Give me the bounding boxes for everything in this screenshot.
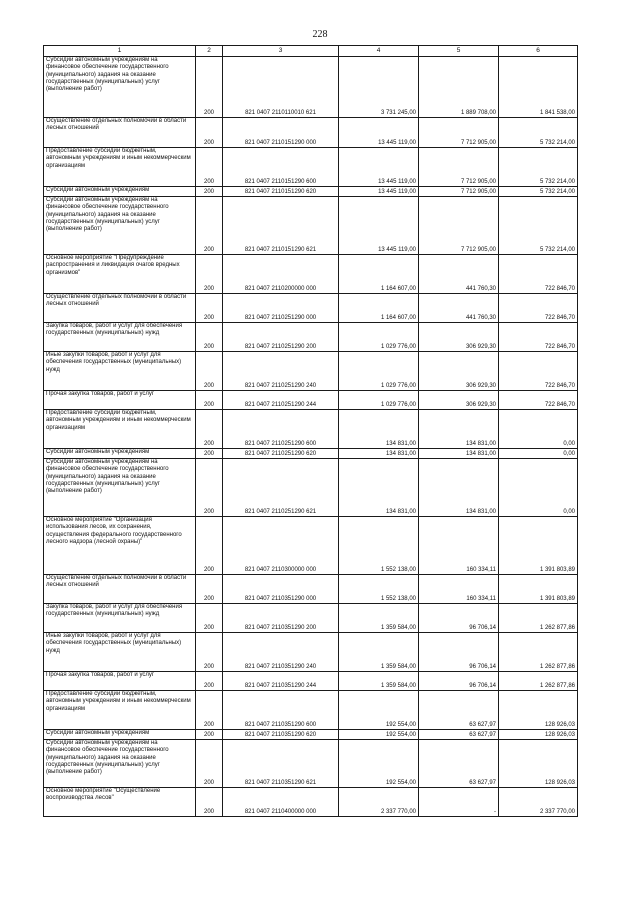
row-code: 821 0407 2110351290 621 xyxy=(223,740,339,788)
row-value-col5: 96 706,14 xyxy=(419,672,499,691)
row-group: 200 xyxy=(196,391,223,410)
row-value-col6: 1 262 877,86 xyxy=(499,633,578,672)
row-value-col4: 1 029 776,00 xyxy=(339,352,419,391)
row-value-col6: 5 732 214,00 xyxy=(499,118,578,148)
row-group: 200 xyxy=(196,691,223,730)
header-row xyxy=(44,46,578,57)
row-value-col4: 3 731 245,00 xyxy=(339,57,419,118)
row-value-col5: 96 706,14 xyxy=(419,604,499,633)
row-name: Субсидии автономным учреждениям на финансовое обеспечение государственного (муниципального) задания на оказание государственных (муниципальных) услуг (выполнение работ) xyxy=(44,57,196,118)
budget-table xyxy=(43,45,578,817)
row-value-col6: 128 926,03 xyxy=(499,730,578,740)
row-group: 200 xyxy=(196,449,223,459)
row-value-col4: 13 445 119,00 xyxy=(339,118,419,148)
row-value-col6: 0,00 xyxy=(499,459,578,517)
row-name: Субсидии автономным учреждениям xyxy=(44,730,196,740)
row-value-col5: 96 706,14 xyxy=(419,633,499,672)
row-value-col6: 722 846,70 xyxy=(499,352,578,391)
row-value-col5: 7 712 905,00 xyxy=(419,197,499,255)
row-code: 821 0407 2110251290 200 xyxy=(223,323,339,352)
row-code: 821 0407 2110300000 000 xyxy=(223,517,339,575)
row-value-col4: 1 164 607,00 xyxy=(339,255,419,294)
row-value-col5: 160 334,11 xyxy=(419,517,499,575)
row-value-col6: 1 391 803,89 xyxy=(499,517,578,575)
row-name: Основное мероприятие "Предупреждение распространения и ликвидация очагов вредных организмов" xyxy=(44,255,196,294)
row-code: 821 0407 2110351290 200 xyxy=(223,604,339,633)
row-group: 200 xyxy=(196,197,223,255)
row-value-col6: 722 846,70 xyxy=(499,294,578,323)
table-row xyxy=(44,730,578,740)
row-value-col5: 7 712 905,00 xyxy=(419,148,499,187)
row-group: 200 xyxy=(196,352,223,391)
row-name: Осуществление отдельных полномочий в области лесных отношений xyxy=(44,294,196,323)
row-code: 821 0407 2110251290 240 xyxy=(223,352,339,391)
row-name: Прочая закупка товаров, работ и услуг xyxy=(44,391,196,410)
table-row xyxy=(44,633,578,672)
row-name: Субсидии автономным учреждениям на финансовое обеспечение государственного (муниципального) задания на оказание государственных (муниципальных) услуг (выполнение работ) xyxy=(44,740,196,788)
page-number: 228 xyxy=(312,29,328,40)
row-value-col4: 2 337 770,00 xyxy=(339,788,419,817)
row-group: 200 xyxy=(196,740,223,788)
row-group: 200 xyxy=(196,730,223,740)
column-header: 1 xyxy=(44,46,196,57)
row-code: 821 0407 2110251290 600 xyxy=(223,410,339,449)
row-value-col4: 134 831,00 xyxy=(339,459,419,517)
row-code: 821 0407 2110351290 244 xyxy=(223,672,339,691)
table-row xyxy=(44,788,578,817)
row-group: 200 xyxy=(196,672,223,691)
row-group: 200 xyxy=(196,118,223,148)
row-value-col4: 192 554,00 xyxy=(339,740,419,788)
row-code: 821 0407 2110151290 620 xyxy=(223,187,339,197)
row-name: Субсидии автономным учреждениям на финансовое обеспечение государственного (муниципального) задания на оказание государственных (муниципальных) услуг (выполнение работ) xyxy=(44,459,196,517)
row-value-col4: 13 445 119,00 xyxy=(339,187,419,197)
row-name: Закупка товаров, работ и услуг для обеспечения государственных (муниципальных) нужд xyxy=(44,604,196,633)
column-header: 5 xyxy=(419,46,499,57)
row-value-col4: 134 831,00 xyxy=(339,410,419,449)
row-name: Иные закупки товаров, работ и услуг для обеспечения государственных (муниципальных) нужд xyxy=(44,633,196,672)
row-value-col6: 5 732 214,00 xyxy=(499,148,578,187)
row-value-col6: 128 926,03 xyxy=(499,691,578,730)
row-group: 200 xyxy=(196,255,223,294)
row-code: 821 0407 2110200000 000 xyxy=(223,255,339,294)
row-value-col6: 2 337 770,00 xyxy=(499,788,578,817)
row-code: 821 0407 2110351290 600 xyxy=(223,691,339,730)
row-name: Предоставление субсидий бюджетным, автономным учреждениям и иным некоммерческим организациям xyxy=(44,410,196,449)
row-value-col5: 134 831,00 xyxy=(419,459,499,517)
row-value-col6: 0,00 xyxy=(499,410,578,449)
row-name: Прочая закупка товаров, работ и услуг xyxy=(44,672,196,691)
row-name: Осуществление отдельных полномочий в области лесных отношений xyxy=(44,118,196,148)
table-row xyxy=(44,410,578,449)
row-name: Субсидии автономным учреждениям xyxy=(44,449,196,459)
row-group: 200 xyxy=(196,187,223,197)
row-code: 821 0407 2110251290 000 xyxy=(223,294,339,323)
table-row xyxy=(44,391,578,410)
row-value-col4: 13 445 119,00 xyxy=(339,148,419,187)
row-value-col4: 1 029 776,00 xyxy=(339,391,419,410)
row-name: Осуществление отдельных полномочий в области лесных отношений xyxy=(44,575,196,604)
row-value-col5: 134 831,00 xyxy=(419,410,499,449)
table-row xyxy=(44,118,578,148)
row-code: 821 0407 2110110010 621 xyxy=(223,57,339,118)
row-value-col4: 192 554,00 xyxy=(339,691,419,730)
row-value-col5: 134 831,00 xyxy=(419,449,499,459)
row-value-col4: 1 359 584,00 xyxy=(339,633,419,672)
row-value-col5: 63 627,97 xyxy=(419,691,499,730)
row-name: Основное мероприятие "Осуществление воспроизводства лесов" xyxy=(44,788,196,817)
row-name: Основное мероприятие "Организация использования лесов, их сохранения, осуществления федерального государственного лесного надзора (лесной охраны)" xyxy=(44,517,196,575)
row-group: 200 xyxy=(196,575,223,604)
row-name: Субсидии автономным учреждениям xyxy=(44,187,196,197)
row-value-col5: 7 712 905,00 xyxy=(419,118,499,148)
table-row xyxy=(44,449,578,459)
table-row xyxy=(44,352,578,391)
table-row xyxy=(44,672,578,691)
column-header: 3 xyxy=(223,46,339,57)
table-row xyxy=(44,740,578,788)
table-row xyxy=(44,57,578,118)
table-row xyxy=(44,604,578,633)
table-row xyxy=(44,148,578,187)
row-name: Закупка товаров, работ и услуг для обеспечения государственных (муниципальных) нужд xyxy=(44,323,196,352)
table-row xyxy=(44,197,578,255)
row-group: 200 xyxy=(196,604,223,633)
row-code: 821 0407 2110351290 240 xyxy=(223,633,339,672)
row-value-col6: 1 841 538,00 xyxy=(499,57,578,118)
row-value-col5: 1 889 708,00 xyxy=(419,57,499,118)
table-row xyxy=(44,187,578,197)
row-value-col6: 128 926,03 xyxy=(499,740,578,788)
row-value-col5: 63 627,97 xyxy=(419,730,499,740)
row-name: Субсидии автономным учреждениям на финансовое обеспечение государственного (муниципального) задания на оказание государственных (муниципальных) услуг (выполнение работ) xyxy=(44,197,196,255)
row-group: 200 xyxy=(196,517,223,575)
column-header: 6 xyxy=(499,46,578,57)
row-value-col4: 134 831,00 xyxy=(339,449,419,459)
row-value-col6: 5 732 214,00 xyxy=(499,197,578,255)
row-value-col6: 1 391 803,89 xyxy=(499,575,578,604)
table-row xyxy=(44,459,578,517)
row-code: 821 0407 2110251290 620 xyxy=(223,449,339,459)
table-row xyxy=(44,323,578,352)
row-value-col5: 7 712 905,00 xyxy=(419,187,499,197)
row-value-col4: 1 552 138,00 xyxy=(339,575,419,604)
row-group: 200 xyxy=(196,148,223,187)
row-group: 200 xyxy=(196,633,223,672)
column-header: 4 xyxy=(339,46,419,57)
row-value-col5: 441 760,30 xyxy=(419,255,499,294)
row-code: 821 0407 2110351290 620 xyxy=(223,730,339,740)
row-value-col4: 1 164 607,00 xyxy=(339,294,419,323)
row-value-col6: 722 846,70 xyxy=(499,255,578,294)
row-code: 821 0407 2110251290 621 xyxy=(223,459,339,517)
row-code: 821 0407 2110151290 621 xyxy=(223,197,339,255)
row-value-col6: 1 262 877,86 xyxy=(499,604,578,633)
row-name: Предоставление субсидий бюджетным, автономным учреждениям и иным некоммерческим организациям xyxy=(44,148,196,187)
row-code: 821 0407 2110251290 244 xyxy=(223,391,339,410)
table-row xyxy=(44,294,578,323)
row-name: Иные закупки товаров, работ и услуг для обеспечения государственных (муниципальных) нужд xyxy=(44,352,196,391)
row-code: 821 0407 2110351290 000 xyxy=(223,575,339,604)
row-value-col5: 306 929,30 xyxy=(419,323,499,352)
row-code: 821 0407 2110151290 000 xyxy=(223,118,339,148)
row-value-col4: 1 359 584,00 xyxy=(339,604,419,633)
table-row xyxy=(44,255,578,294)
row-value-col4: 1 552 138,00 xyxy=(339,517,419,575)
row-group: 200 xyxy=(196,788,223,817)
row-value-col4: 1 029 776,00 xyxy=(339,323,419,352)
row-name: Предоставление субсидий бюджетным, автономным учреждениям и иным некоммерческим организациям xyxy=(44,691,196,730)
row-value-col5: - xyxy=(419,788,499,817)
table-row xyxy=(44,691,578,730)
row-value-col5: 306 929,30 xyxy=(419,352,499,391)
row-group: 200 xyxy=(196,459,223,517)
column-header: 2 xyxy=(196,46,223,57)
row-value-col5: 306 929,30 xyxy=(419,391,499,410)
row-code: 821 0407 2110400000 000 xyxy=(223,788,339,817)
row-group: 200 xyxy=(196,57,223,118)
row-value-col6: 0,00 xyxy=(499,449,578,459)
row-value-col6: 1 262 877,86 xyxy=(499,672,578,691)
row-value-col5: 441 760,30 xyxy=(419,294,499,323)
row-value-col6: 5 732 214,00 xyxy=(499,187,578,197)
row-group: 200 xyxy=(196,410,223,449)
row-value-col4: 13 445 119,00 xyxy=(339,197,419,255)
row-value-col4: 1 359 584,00 xyxy=(339,672,419,691)
row-code: 821 0407 2110151290 600 xyxy=(223,148,339,187)
row-value-col6: 722 846,70 xyxy=(499,391,578,410)
row-value-col5: 160 334,11 xyxy=(419,575,499,604)
row-value-col5: 63 627,97 xyxy=(419,740,499,788)
row-value-col6: 722 846,70 xyxy=(499,323,578,352)
row-group: 200 xyxy=(196,323,223,352)
row-group: 200 xyxy=(196,294,223,323)
table-row xyxy=(44,517,578,575)
table-row xyxy=(44,575,578,604)
row-value-col4: 192 554,00 xyxy=(339,730,419,740)
